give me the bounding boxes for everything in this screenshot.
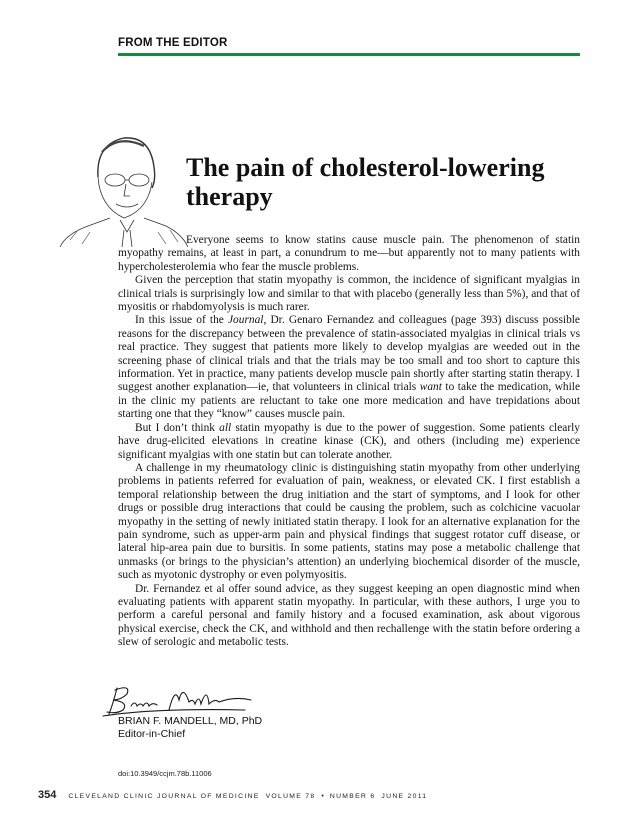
editor-portrait-illustration (58, 122, 188, 247)
doi: doi:10.3949/ccjm.78b.11006 (118, 769, 212, 778)
section-label: FROM THE EDITOR (118, 37, 228, 49)
journal-date: JUNE 2011 (381, 793, 428, 800)
emphasized-text: Journal (228, 314, 264, 327)
emphasized-text: all (219, 421, 232, 434)
article-paragraph (118, 583, 580, 650)
journal-volume: VOLUME 78 (265, 793, 316, 800)
paragraph-text: Dr. Fernandez et al offer sound advice, as they suggest keeping an open diagnostic mind when evaluating patients with apparent statin myopathy. In particular, with these authors, I urge you to perform a careful personal and family history and a focused examination, ask about vigorous physical exercise, check the CK, and withhold and then rechallenge with the statin before ordering a slew of serologic and metabolic tests. (118, 582, 580, 649)
article-body (118, 234, 580, 650)
article-paragraph (118, 422, 580, 462)
editor-name: BRIAN F. MANDELL, MD, PhD (118, 715, 263, 727)
paragraph-text: , Dr. Genaro Fernandez and colleagues (page 393) discuss possible reasons for the discrepancy between the prevalence of statin-associated myalgias in clinical trials vs real practice. They suggest that patients more likely to develop myalgias are weeded out in the screening phase of clinical trials and that the trials may be too small and too short to capture this information. Yet in practice, many patients develop muscle pain shortly after starting statin therapy. I suggest another explanation—ie, that volunteers in clinical trials (118, 314, 580, 394)
article-paragraph (118, 274, 580, 314)
article-paragraph (118, 462, 580, 583)
journal-number: NUMBER 6 (329, 793, 376, 800)
journal-name: CLEVELAND CLINIC JOURNAL OF MEDICINE (68, 793, 260, 800)
article-title: The pain of cholesterol-lowering therapy (186, 153, 545, 211)
page-footer (38, 789, 427, 803)
paragraph-text: to take the medication, while in the clinic my patients are reluctant to take one more medication and have trepidations about starting one that they “know” causes muscle pain. (118, 381, 581, 421)
article-paragraph (118, 314, 580, 421)
editor-signature (95, 680, 255, 720)
paragraph-text: Given the perception that statin myopathy is common, the incidence of significant myalgias in clinical trials is surprisingly low and similar to that with placebo (generally less than 5%), and that of myositis or rhabdomyolysis is much rarer. (118, 274, 580, 314)
article-paragraph (118, 234, 580, 274)
paragraph-text: Everyone seems to know statins cause muscle pain. The phenomenon of statin myopathy remains, at least in part, a conundrum to me—but apparently not to many patients with hypercholesterolemia who fear the muscle problems. (118, 234, 580, 273)
paragraph-text: A challenge in my rheumatology clinic is distinguishing statin myopathy from other underlying problems in patients referred for evaluation of pain, weakness, or elevated CK. I first establish a temporal relationship between the drug initiation and the start of symptoms, and I look for other drugs or possible drug interactions that could be causing the problem, such as colchicine vacuolar myopathy in the setting of newly initiated statin therapy. I look for an alternative explanation for the pain syndrome, such as upper-arm pain and physical findings that suggest rotator cuff disease, or lateral hip-area pain due to bursitis. In some patients, statins may pose a metabolic challenge that unmasks (or brings to the physician’s attention) an underlying biochemical disorder of the muscle, such as myotonic dystrophy or even polymyositis. (118, 461, 580, 582)
paragraph-text: In this issue of the (135, 314, 228, 327)
paragraph-text: But I don’t think (135, 421, 220, 434)
footer-separator: • (321, 793, 324, 800)
emphasized-text: want (419, 381, 442, 394)
header-rule (118, 53, 580, 56)
paragraph-text: statin myopathy is due to the power of suggestion. Some patients clearly have drug-elicited elevations in creatine kinase (CK), and others (including me) experience significant myalgias with one statin but can tolerate another. (118, 421, 580, 461)
page-number: 354 (38, 789, 57, 801)
editor-role: Editor-in-Chief (118, 728, 186, 740)
signature-block (118, 715, 262, 741)
